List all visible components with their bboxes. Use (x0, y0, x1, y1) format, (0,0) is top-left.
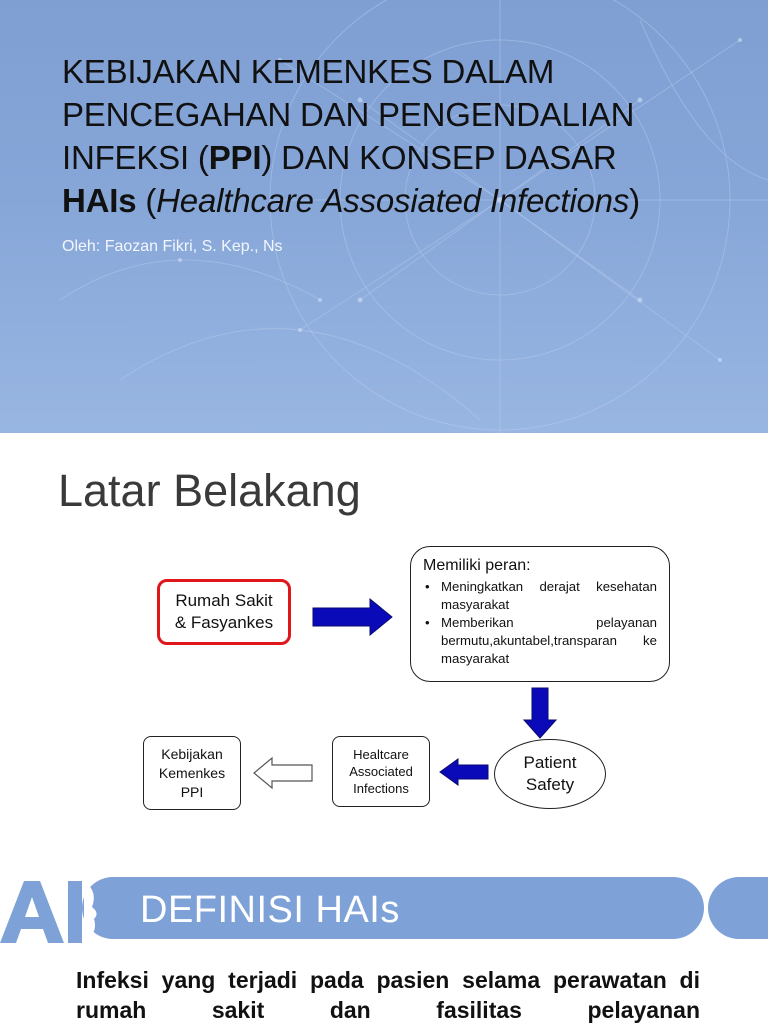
definition-body: Infeksi yang terjadi pada pasien selama perawatan di rumah sakit dan fasilitas pelayanan (76, 967, 700, 1023)
title-bar-pill (708, 877, 768, 939)
ps-line-1: Patient (523, 753, 577, 772)
peran-heading: Memiliki peran: (423, 557, 531, 574)
title-line-1: KEBIJAKAN KEMENKES DALAM (62, 53, 555, 90)
title-hais-expansion: Healthcare Assosiated Infections (156, 182, 630, 219)
arrow-right-icon (313, 599, 392, 635)
peran-item: • Memberikan pelayanan bermutu,akuntabel,transparan ke masyarakat (423, 614, 657, 668)
author-line: Oleh: Faozan Fikri, S. Kep., Ns (62, 238, 283, 255)
keb-line-1: Kebijakan (161, 745, 223, 762)
slide-title: Latar Belakang (58, 465, 361, 516)
title-line-2: PENCEGAHAN DAN PENGENDALIAN (62, 96, 635, 133)
background-slide (0, 433, 768, 873)
hai-line-2: Associated (349, 764, 413, 779)
title-line-4-close: ) (629, 182, 640, 219)
presentation-title (62, 50, 742, 222)
hai-line-1: Healtcare (353, 747, 409, 762)
definition-title: DEFINISI HAIs (140, 889, 400, 931)
title-ppi-bold: PPI (208, 139, 262, 176)
ps-line-2: Safety (525, 775, 575, 794)
keb-line-2: Kemenkes (158, 764, 226, 781)
title-line-3-post: ) DAN KONSEP DASAR (261, 139, 617, 176)
rumah-sakit-box (157, 579, 291, 645)
title-line-3 (62, 136, 742, 179)
kebijakan-ppi-box (143, 736, 241, 810)
ai-logo-icon (0, 873, 110, 945)
title-line-3-pre: INFEKSI ( (62, 139, 209, 176)
patient-safety-ellipse (494, 739, 606, 809)
peran-box (410, 546, 670, 682)
title-hais-bold: HAIs (62, 182, 137, 219)
definition-slide (0, 873, 768, 1024)
title-line-4 (62, 179, 742, 222)
title-line-4-open: ( (136, 182, 157, 219)
arrow-left-hollow-icon (254, 758, 312, 788)
hai-line-3: Infections (353, 781, 409, 796)
healtcare-infections-box (332, 736, 430, 807)
peran-list (423, 578, 657, 668)
arrow-left-blue-icon (440, 759, 488, 785)
rs-line-2: & Fasyankes (174, 613, 274, 632)
peran-item: • Meningkatkan derajat kesehatan masyarakat (423, 578, 657, 614)
keb-line-3: PPI (180, 783, 204, 800)
title-slide (0, 0, 768, 433)
rs-line-1: Rumah Sakit (175, 591, 273, 610)
arrow-down-icon (524, 688, 556, 738)
